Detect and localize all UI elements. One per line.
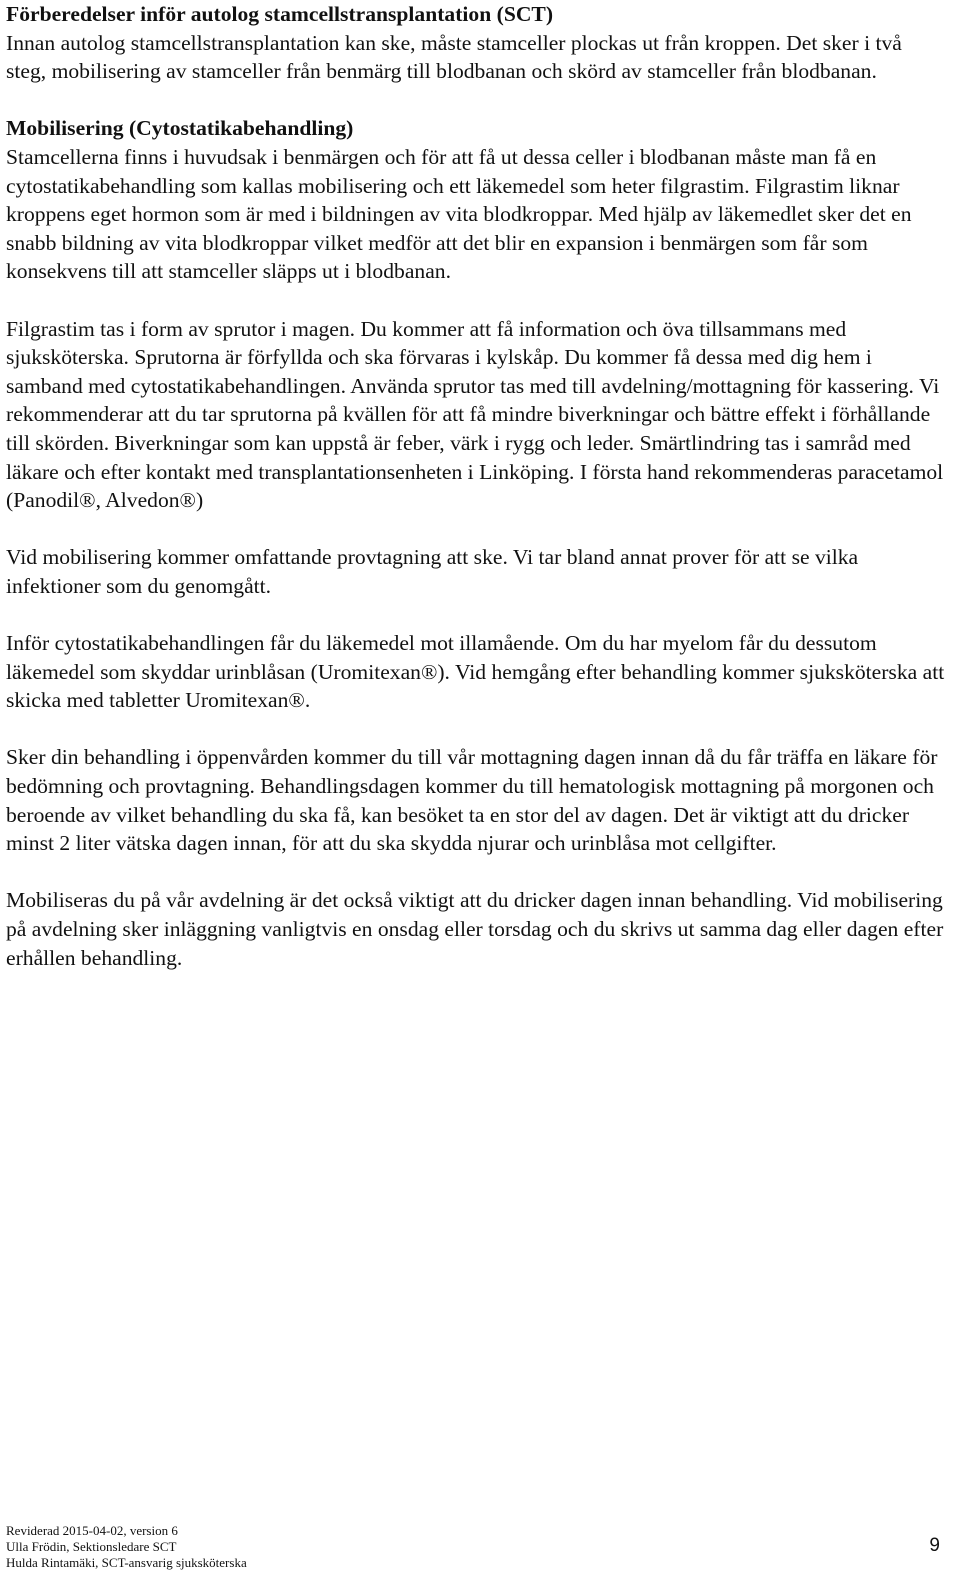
revision-line: Reviderad 2015-04-02, version 6 — [6, 1523, 178, 1538]
intro-paragraph: Innan autolog stamcellstransplantation kan ske, måste stamceller plockas ut från kroppen. Det sker i två steg, mobilisering av stamceller från benmärg till blodbanan och skörd av stamceller från blodbanan. — [6, 30, 902, 84]
document-page — [6, 0, 946, 972]
paragraph-filgrastim: Filgrastim tas i form av sprutor i magen. Du kommer att få information och öva tillsammans med sjuksköterska. Sprutorna är förfyllda och ska förvaras i kylskåp. Du kommer få dessa med dig hem i samband med cytostatikabehandlingen. Använda sprutor tas med till avdelning/mottagning för kassering. Vi rekommenderar att du tar sprutorna på kvällen för att få mindre biverkningar och bättre effekt i förhållande till skörden. Biverkningar som kan uppstå är feber, värk i rygg och leder. Smärtlindring tas i samråd med läkare och efter kontakt med transplantationsenheten i Linköping. I första hand rekommenderas paracetamol (Panodil®, Alvedon®) — [6, 316, 944, 513]
paragraph-stamceller: Stamcellerna finns i huvudsak i benmärgen och för att få ut dessa celler i blodbanan måste man få en cytostatikabehandling som kallas mobilisering och ett läkemedel som heter filgrastim. Filgrastim liknar kroppens eget hormon som är med i bildningen av vita blodkroppar. Med hjälp av läkemedlet sker det en snabb bildning av vita blodkroppar vilket medför att det blir en expansion i benmärgen som får som konsekvens till att stamceller släpps ut i blodbanan. — [6, 144, 912, 284]
paragraph-provtagning: Vid mobilisering kommer omfattande provtagning att ske. Vi tar bland annat prover för att se vilka infektioner som du genomgått. — [6, 545, 859, 598]
paragraph-illamaende: Inför cytostatikabehandlingen får du läkemedel mot illamående. Om du har myelom får du dessutom läkemedel som skyddar urinblåsan (Uromitexan®). Vid hemgång efter behandling kommer sjuksköterska att skicka med tabletter Uromitexan®. — [6, 631, 945, 713]
page-footer — [6, 1523, 946, 1583]
mobilisering-section — [6, 114, 946, 972]
author-line: Hulda Rintamäki, SCT-ansvarig sjuksköterska — [6, 1555, 247, 1570]
paragraph-oppenvard: Sker din behandling i öppenvården kommer du till vår mottagning dagen innan då du får träffa en läkare för bedömning och provtagning. Behandlingsdagen kommer du till hematologisk mottagning på morgonen och beroende av vilket behandling du ska få, kan besöket ta en stor del av dagen. Det är viktigt att du dricker minst 2 liter vätska dagen innan, för att du ska skydda njurar och urinblåsa mot cellgifter. — [6, 745, 938, 856]
footer-info — [6, 1523, 946, 1571]
section-heading: Mobilisering (Cytostatikabehandling) — [6, 116, 354, 141]
author-line: Ulla Frödin, Sektionsledare SCT — [6, 1539, 177, 1554]
spacer — [6, 86, 946, 115]
page-number: 9 — [929, 1535, 940, 1556]
document-title: Förberedelser inför autolog stamcellstransplantation (SCT) — [6, 2, 554, 26]
paragraph-avdelning: Mobiliseras du på vår avdelning är det också viktigt att du dricker dagen innan behandling. Vid mobilisering på avdelning sker inläggning vanligtvis en onsdag eller torsdag och du skrivs ut samma dag eller dagen efter erhållen behandling. — [6, 888, 944, 970]
intro-block — [6, 0, 946, 86]
